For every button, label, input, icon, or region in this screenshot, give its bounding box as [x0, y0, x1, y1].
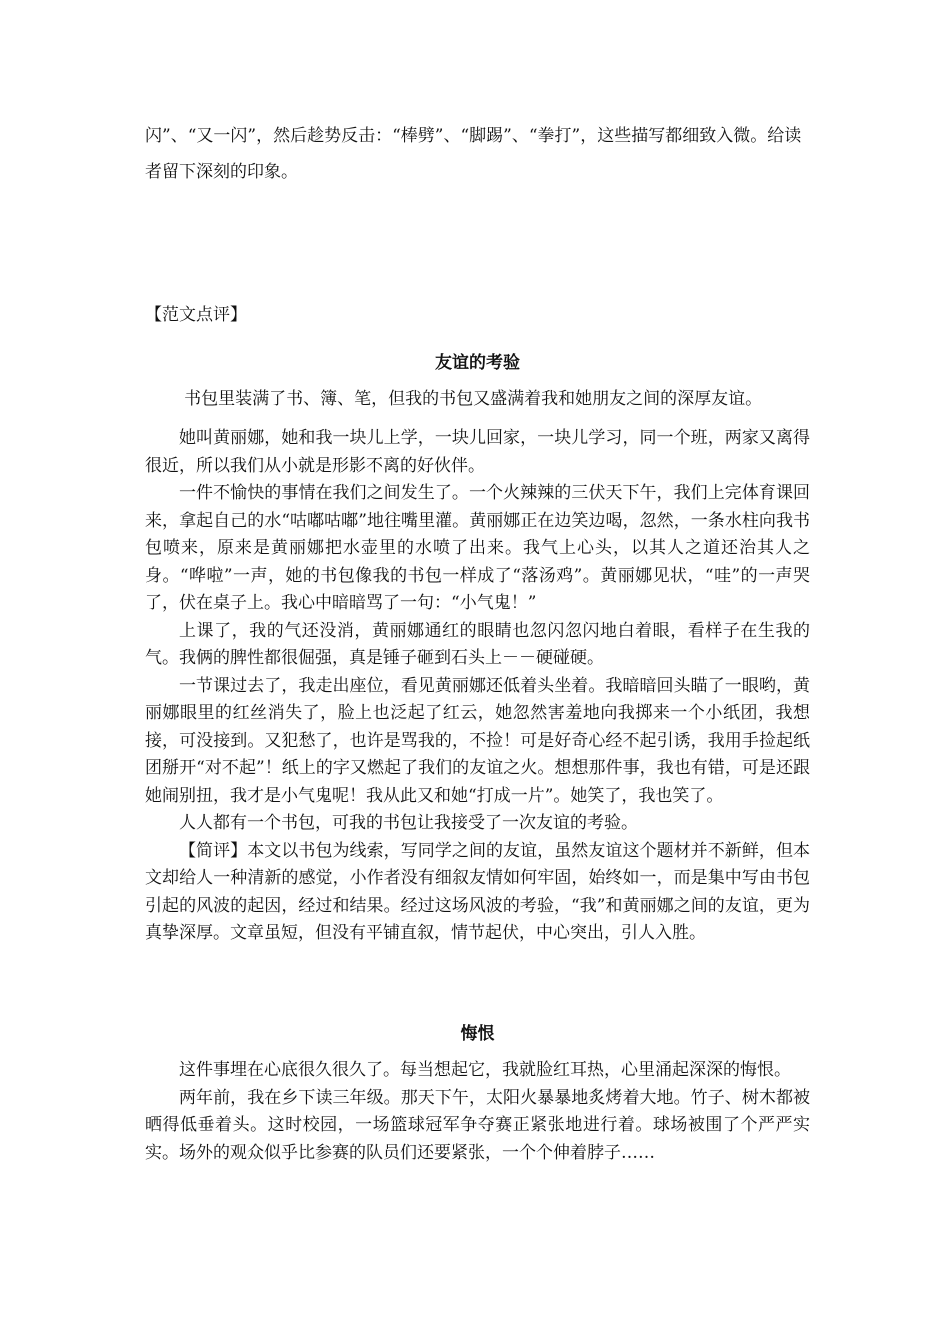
intro-block [145, 118, 810, 190]
essay2-paragraph-2: 两年前，我在乡下读三年级。那天下午，太阳火暴暴地炙烤着大地。竹子、树木都被晒得低垂着头。这时校园，一场篮球冠军争夺赛正紧张地进行着。球场被围了个严严实实。场外的观众似乎比参赛的队员们还要紧张，一个个伸着脖子…… [145, 1087, 810, 1163]
essay1-paragraph-4: 上课了，我的气还没消，黄丽娜通红的眼睛也忽闪忽闪地白着眼，看样子在生我的气。我俩的脾性都很倔强，真是锤子砸到石头上－－硬碰硬。 [145, 620, 810, 668]
essay1-paragraph-6: 人人都有一个书包，可我的书包让我接受了一次友谊的考验。 [179, 813, 638, 833]
section-label-block [145, 302, 810, 328]
essay1-title: 友谊的考验 [435, 353, 520, 373]
essay2-paragraph-1: 这件事埋在心底很久很久了。每当想起它，我就脸红耳热，心里涌起深深的悔恨。 [179, 1060, 791, 1080]
essay1-review-paragraph: 【简评】本文以书包为线索，写同学之间的友谊，虽然友谊这个题材并不新鲜，但本文却给人一种清新的感觉，小作者没有细叙友情如何牢固，始终如一，而是集中写由书包引起的风波的起因，经过和结果。经过这场风波的考验，“我”和黄丽娜之间的友谊，更为真挚深厚。文章虽短，但没有平铺直叙，情节起伏，中心突出，引人入胜。 [145, 840, 810, 943]
essay1-body [145, 386, 810, 414]
essay1-body-continued [145, 425, 810, 948]
essay1-paragraph-5: 一节课过去了，我走出座位，看见黄丽娜还低着头坐着。我暗暗回头瞄了一眼哟，黄丽娜眼里的红丝消失了，脸上也泛起了红云，她忽然害羞地向我掷来一个小纸团，我想接，可没接到。又犯愁了，也许是骂我的，不捡！可是好奇心经不起引诱，我用手捡起纸团掰开“对不起”！纸上的字又燃起了我们的友谊之火。想想那件事，我也有错，可是还跟她闹别扭，我才是小气鬼呢！我从此又和她“打成一片”。她笑了，我也笑了。 [145, 675, 810, 806]
essay2-title: 悔恨 [460, 1024, 495, 1044]
intro-paragraph: 闪”、“又一闪”，然后趁势反击：“棒劈”、“脚踢”、“拳打”，这些描写都细致入微。给读者留下深刻的印象。 [145, 126, 802, 182]
essay2-body [145, 1057, 810, 1167]
essay1-paragraph-2: 她叫黄丽娜，她和我一块儿上学，一块儿回家，一块儿学习，同一个班，两家又离得很近，所以我们从小就是形影不离的好伙伴。 [145, 428, 810, 476]
essay1-paragraph-3: 一件不愉快的事情在我们之间发生了。一个火辣辣的三伏天下午，我们上完体育课回来，拿起自己的水“咕嘟咕嘟”地往嘴里灌。黄丽娜正在边笑边喝，忽然，一条水柱向我书包喷来，原来是黄丽娜把水壶里的水喷了出来。我气上心头，以其人之道还治其人之身。“哗啦”一声，她的书包像我的书包一样成了“落汤鸡”。黄丽娜见状，“哇”的一声哭了，伏在桌子上。我心中暗暗骂了一句：“小气鬼！” [145, 483, 810, 613]
essay1-paragraph-1: 书包里装满了书、簿、笔，但我的书包又盛满着我和她朋友之间的深厚友谊。 [184, 389, 763, 409]
section-label: 【范文点评】 [145, 305, 247, 325]
